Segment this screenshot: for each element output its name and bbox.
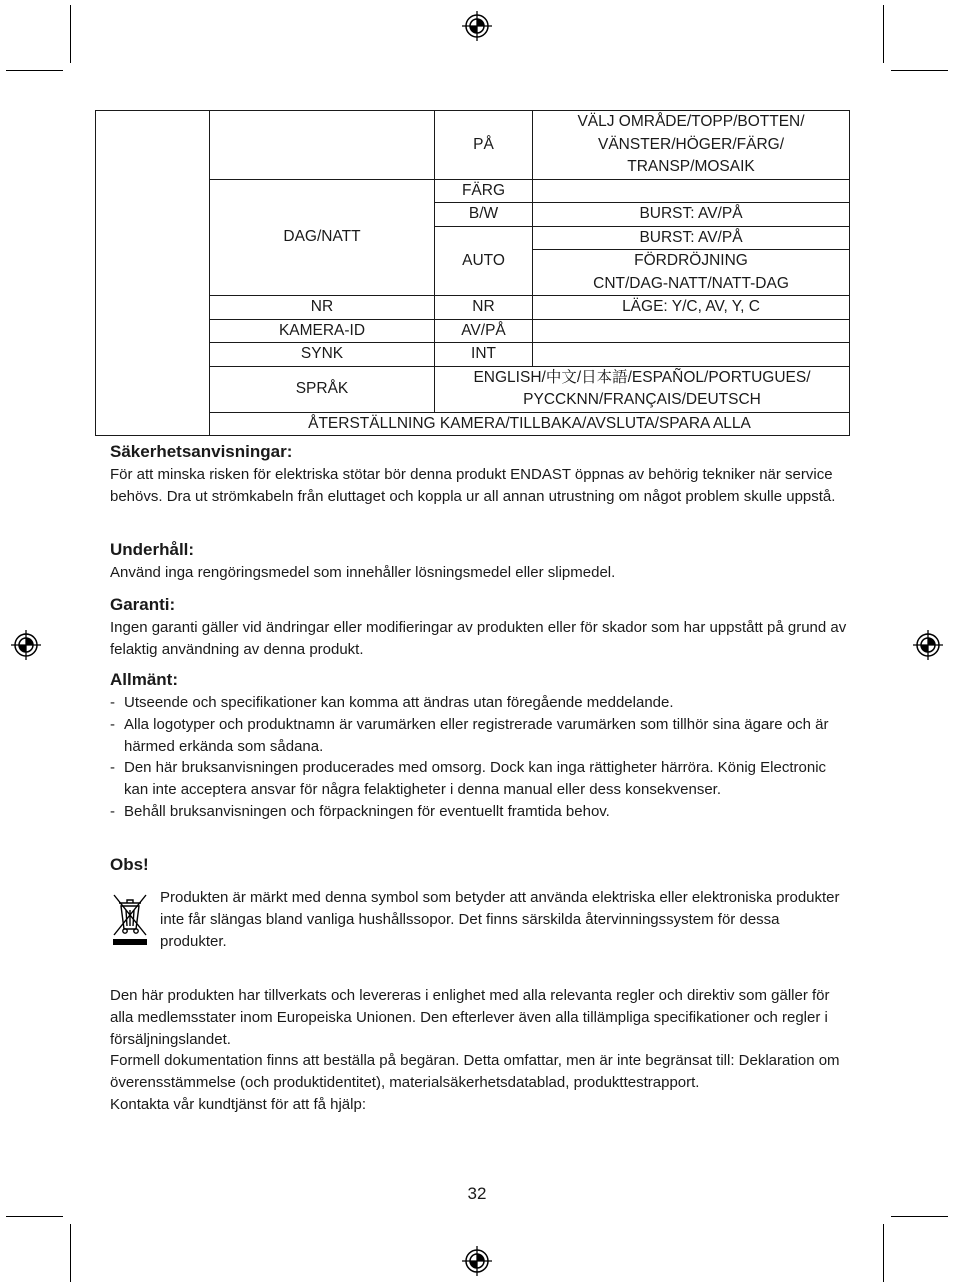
table-cell: FÄRG — [435, 179, 533, 203]
table-row — [96, 319, 850, 343]
table-cell: B/W — [435, 203, 533, 227]
page-number: 32 — [467, 1184, 487, 1203]
weee-text: Produkten är märkt med denna symbol som betyder att använda elektriska eller elektroniska produkter inte får slängas bland vanliga hushållssopor. Det finns särskilda återvinningssystem för dessa produkter. — [160, 889, 840, 950]
compliance-text: Den här produkten har tillverkats och levereras i enlighet med alla relevanta regler och direktiv som gäller för alla medlemsstater inom Europeiska Unionen. Den efterlever även alla tillämpliga specifikationer och regler i försäljningslandet. — [110, 987, 830, 1048]
section-heading: Allmänt: — [110, 670, 178, 689]
table-cell: DAG/NATT — [210, 179, 435, 296]
table-cell: AV/PÅ — [435, 319, 533, 343]
table-cell: NR — [435, 296, 533, 320]
table-cell: ÅTERSTÄLLNING KAMERA/TILLBAKA/AVSLUTA/SPARA ALLA — [210, 412, 850, 436]
table-cell-empty — [533, 179, 850, 203]
section-text: För att minska risken för elektriska stötar bör denna produkt ENDAST öppnas av behörig tekniker när service behövs. Dra ut strömkabeln från eluttaget och koppla ur all annan utrustning om något problem skulle uppstå. — [110, 466, 836, 505]
menu-table — [95, 110, 850, 436]
table-cell: BURST: AV/PÅ — [533, 226, 850, 250]
table-cell-empty — [533, 343, 850, 367]
crop-mark — [6, 70, 63, 71]
crop-mark — [6, 1216, 63, 1217]
crop-mark — [70, 1224, 71, 1282]
compliance-text: Formell dokumentation finns att beställa på begäran. Detta omfattar, men är inte begränsat till: Deklaration om överensstämmelse (och produktidentitet), materialsäkerhetsdatablad, produkttestrapport. — [110, 1052, 840, 1092]
list-item: - Utseende och specifikationer kan komma att ändras utan föregående meddelande. — [110, 692, 850, 714]
obs-section — [110, 854, 850, 876]
table-cell: VÄLJ OMRÅDE/TOPP/BOTTEN/ VÄNSTER/HÖGER/FÄRG/ TRANSP/MOSAIK — [533, 111, 850, 180]
registration-mark-icon — [912, 629, 944, 661]
crop-mark — [70, 5, 71, 63]
list-item: - Den här bruksanvisningen producerades med omsorg. Dock kan inga rättigheter härröra. König Electronic kan inte acceptera ansvar för några felaktigheter i denna manual eller dess konsekvenser. — [110, 757, 850, 801]
table-cell-empty — [210, 111, 435, 180]
crop-mark — [883, 1224, 884, 1282]
table-cell: KAMERA-ID — [210, 319, 435, 343]
crop-mark — [883, 5, 884, 63]
registration-mark-icon — [10, 629, 42, 661]
warranty-section — [110, 594, 850, 661]
crop-mark — [891, 1216, 948, 1217]
table-cell: AUTO — [435, 226, 533, 296]
general-section — [110, 669, 850, 823]
maintenance-section — [110, 539, 850, 584]
table-row — [96, 343, 850, 367]
list-item: - Alla logotyper och produktnamn är varumärken eller registrerade varumärken som tillhör sina ägare och är härmed erkända som sådana. — [110, 714, 850, 758]
section-heading: Underhåll: — [110, 540, 195, 559]
table-row — [96, 366, 850, 412]
list-item: - Behåll bruksanvisningen och förpackningen för eventuellt framtida behov. — [110, 801, 850, 823]
safety-section — [110, 441, 850, 508]
weee-crossed-bin-icon — [110, 889, 150, 949]
general-list — [110, 692, 850, 823]
table-cell: BURST: AV/PÅ — [533, 203, 850, 227]
table-cell-empty — [533, 319, 850, 343]
section-heading: Säkerhetsanvisningar: — [110, 442, 293, 461]
compliance-text: Kontakta vår kundtjänst för att få hjälp: — [110, 1095, 366, 1113]
table-cell: PÅ — [435, 111, 533, 180]
table-cell: SYNK — [210, 343, 435, 367]
table-row — [96, 296, 850, 320]
table-cell: FÖRDRÖJNING CNT/DAG-NATT/NATT-DAG — [533, 250, 850, 296]
registration-mark-icon — [461, 1245, 493, 1277]
crop-mark — [891, 70, 948, 71]
table-row — [96, 179, 850, 203]
table-row — [96, 412, 850, 436]
table-cell: NR — [210, 296, 435, 320]
compliance-section — [110, 985, 850, 1116]
section-heading: Obs! — [110, 855, 149, 874]
table-cell: LÄGE: Y/C, AV, Y, C — [533, 296, 850, 320]
table-row — [96, 111, 850, 180]
table-cell-empty — [96, 111, 210, 436]
table-cell: SPRÅK — [210, 366, 435, 412]
table-cell: ENGLISH/中文/日本語/ESPAÑOL/PORTUGUES/ PYCCKNN/FRANÇAIS/DEUTSCH — [435, 366, 850, 412]
registration-mark-icon — [461, 10, 493, 42]
section-heading: Garanti: — [110, 595, 176, 614]
section-text: Ingen garanti gäller vid ändringar eller modifieringar av produkten eller för skador som har uppstått på grund av felaktig användning av denna produkt. — [110, 619, 847, 658]
table-cell: INT — [435, 343, 533, 367]
section-text: Använd inga rengöringsmedel som innehåller lösningsmedel eller slipmedel. — [110, 564, 616, 581]
